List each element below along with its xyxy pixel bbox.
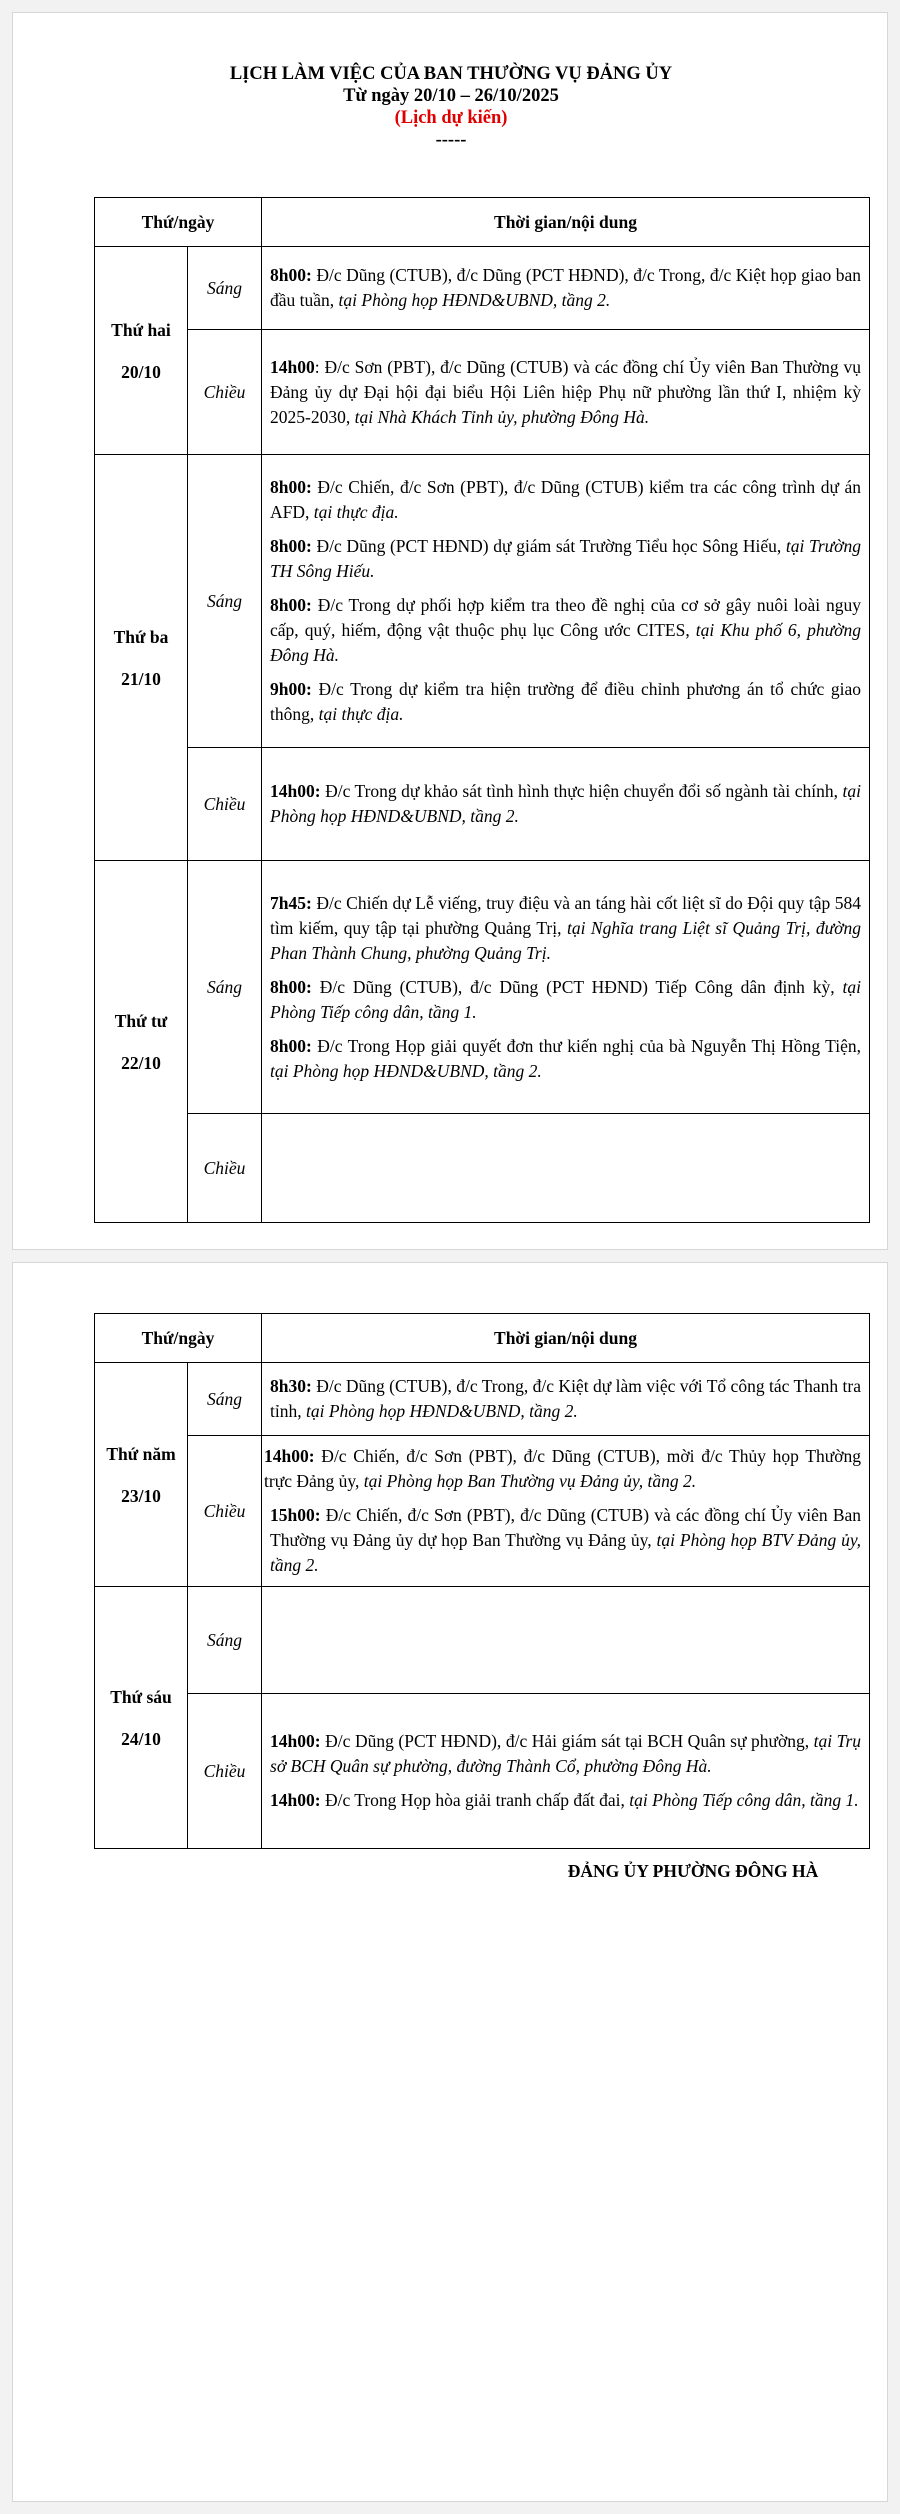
entry-time: 14h00 bbox=[270, 356, 315, 377]
entry-text: Đ/c Dũng (PCT HĐND), đ/c Hải giám sát tại BCH Quân sự phường, bbox=[320, 1731, 814, 1751]
entry-time: 14h00: bbox=[270, 1731, 321, 1751]
day-cell bbox=[95, 1587, 188, 1849]
entry-place: tại Phòng họp HĐND&UBND, tầng 2. bbox=[338, 290, 611, 310]
day-date: 23/10 bbox=[121, 1485, 161, 1506]
day-column-header: Thứ/ngày bbox=[95, 198, 262, 247]
entry-time: 14h00: bbox=[270, 781, 321, 801]
session-label: Sáng bbox=[188, 1363, 262, 1436]
session-content bbox=[262, 247, 870, 330]
entry-place: tại Phòng họp BTV Đảng ủy, tầng 2. bbox=[270, 1530, 862, 1575]
entry-text: Đ/c Trong dự kiểm tra hiện trường để điều chỉnh phương án tổ chức giao thông, bbox=[270, 679, 862, 724]
table-row bbox=[95, 1363, 870, 1436]
day-cell bbox=[95, 861, 188, 1223]
table-row bbox=[95, 748, 870, 861]
table-row bbox=[95, 330, 870, 455]
entry-time: 9h00: bbox=[270, 679, 312, 699]
entry-text: Đ/c Dũng (PCT HĐND) dự giám sát Trường Tiểu học Sông Hiếu, bbox=[311, 536, 786, 556]
table-row bbox=[95, 1694, 870, 1849]
schedule-entry bbox=[264, 1503, 861, 1578]
entry-time: 7h45: bbox=[270, 892, 312, 913]
session-content-empty bbox=[262, 1587, 870, 1694]
entry-text: Đ/c Chiến, đ/c Sơn (PBT), đ/c Dũng (CTUB), mời đ/c Thủy họp Thường trực Đảng ủy, bbox=[264, 1446, 862, 1491]
page-1 bbox=[12, 12, 888, 1250]
day-name: Thứ ba bbox=[113, 626, 169, 647]
session-label: Sáng bbox=[188, 1587, 262, 1694]
entry-text: Đ/c Trong Họp hòa giải tranh chấp đất đai, bbox=[320, 1790, 630, 1810]
schedule-entry bbox=[270, 593, 861, 668]
day-date: 20/10 bbox=[121, 361, 161, 382]
session-label: Chiều bbox=[188, 1436, 262, 1587]
entry-text: : Đ/c Sơn (PBT), đ/c Dũng (CTUB) và các đồng chí Ủy viên Ban Thường vụ Đảng ủy dự Đại hội đại biểu Hội Liên hiệp Phụ nữ phường lần thứ I, nhiệm kỳ 2025-2030, bbox=[270, 356, 862, 427]
schedule-table-page-1 bbox=[94, 197, 870, 1223]
entry-time: 8h00: bbox=[270, 477, 312, 497]
entry-place: tại Trường TH Sông Hiếu. bbox=[270, 536, 862, 581]
day-name: Thứ sáu bbox=[110, 1686, 172, 1707]
day-name: Thứ tư bbox=[114, 1010, 168, 1031]
schedule-entry bbox=[270, 779, 861, 829]
day-name: Thứ năm bbox=[106, 1443, 176, 1464]
table-row bbox=[95, 861, 870, 1114]
day-cell bbox=[95, 455, 188, 861]
day-cell bbox=[95, 1363, 188, 1587]
session-label: Chiều bbox=[188, 330, 262, 455]
day-date: 21/10 bbox=[121, 668, 161, 689]
content-column-header: Thời gian/nội dung bbox=[262, 198, 870, 247]
schedule-entry bbox=[264, 1444, 861, 1494]
entry-time: 8h00: bbox=[270, 265, 312, 285]
session-content bbox=[262, 861, 870, 1114]
document-header bbox=[13, 63, 889, 151]
table-row bbox=[95, 1436, 870, 1587]
entry-place: tại Phòng họp HĐND&UBND, tầng 2. bbox=[306, 1401, 578, 1421]
entry-text: Đ/c Chiến, đ/c Sơn (PBT), đ/c Dũng (CTUB) và các đồng chí Ủy viên Ban Thường vụ Đảng ủy dự họp Ban Thường vụ Đảng ủy, bbox=[270, 1505, 862, 1550]
entry-place: tại Khu phố 6, phường Đông Hà. bbox=[270, 620, 862, 665]
entry-text: Đ/c Chiến, đ/c Sơn (PBT), đ/c Dũng (CTUB) kiểm tra các công trình dự án AFD, bbox=[270, 477, 862, 522]
content-column-header: Thời gian/nội dung bbox=[262, 1314, 870, 1363]
session-label: Chiều bbox=[188, 1114, 262, 1223]
entry-place: tại Phòng họp Ban Thường vụ Đảng ủy, tầng 2. bbox=[363, 1471, 697, 1491]
session-content bbox=[262, 1694, 870, 1849]
entry-place: tại thực địa. bbox=[313, 502, 399, 522]
entry-place: tại Phòng họp HĐND&UBND, tầng 2. bbox=[270, 781, 862, 826]
entry-place: tại Phòng Tiếp công dân, tầng 1. bbox=[270, 976, 862, 1022]
day-column-header: Thứ/ngày bbox=[95, 1314, 262, 1363]
session-content bbox=[262, 455, 870, 748]
entry-text: Đ/c Dũng (CTUB), đ/c Trong, đ/c Kiệt dự làm việc với Tổ công tác Thanh tra tỉnh, bbox=[270, 1376, 862, 1421]
entry-text: Đ/c Chiến dự Lễ viếng, truy điệu và an táng hài cốt liệt sĩ do Đội quy tập 584 tìm kiếm, quy tập tại phường Quảng Trị, bbox=[270, 892, 862, 938]
session-content bbox=[262, 748, 870, 861]
entry-place: tại thực địa. bbox=[318, 704, 404, 724]
schedule-entry bbox=[270, 1034, 861, 1084]
session-label: Chiều bbox=[188, 1694, 262, 1849]
entry-time: 8h30: bbox=[270, 1376, 312, 1396]
date-range: Từ ngày 20/10 – 26/10/2025 bbox=[343, 86, 559, 106]
session-label: Sáng bbox=[188, 455, 262, 748]
entry-text: Đ/c Trong Họp giải quyết đơn thư kiến nghị của bà Nguyễn Thị Hồng Tiện, bbox=[311, 1035, 862, 1056]
entry-text: Đ/c Trong dự phối hợp kiểm tra theo đề nghị của cơ sở gây nuôi loài nguy cấp, quý, hiếm, động vật thuộc phụ lục Công ước CITES, bbox=[270, 595, 862, 640]
table-row bbox=[95, 455, 870, 748]
schedule-entry bbox=[270, 975, 861, 1025]
header-separator: ----- bbox=[435, 130, 467, 150]
entry-place: tại Phòng họp HĐND&UBND, tầng 2. bbox=[270, 1060, 542, 1081]
session-content-empty bbox=[262, 1114, 870, 1223]
entry-text: Đ/c Dũng (CTUB), đ/c Dũng (PCT HĐND), đ/c Trong, đ/c Kiệt họp giao ban đầu tuần, bbox=[270, 265, 862, 310]
signature: ĐẢNG ỦY PHƯỜNG ĐÔNG HÀ bbox=[567, 1861, 819, 1881]
session-label: Sáng bbox=[188, 861, 262, 1114]
table-header-row bbox=[95, 1314, 870, 1363]
schedule-entry bbox=[270, 263, 861, 313]
table-row bbox=[95, 247, 870, 330]
schedule-entry bbox=[270, 475, 861, 525]
schedule-entry bbox=[270, 1729, 861, 1779]
table-row bbox=[95, 1587, 870, 1694]
entry-place: tại Trụ sở BCH Quân sự phường, đường Thành Cổ, phường Đông Hà. bbox=[270, 1731, 862, 1776]
schedule-entry bbox=[270, 891, 861, 966]
session-content bbox=[262, 1436, 870, 1587]
tentative-note: (Lịch dự kiến) bbox=[394, 108, 508, 128]
entry-text: Đ/c Dũng (CTUB), đ/c Dũng (PCT HĐND) Tiếp Công dân định kỳ, bbox=[311, 976, 843, 997]
schedule-entry bbox=[270, 534, 861, 584]
schedule-entry bbox=[270, 355, 861, 430]
table-header-row bbox=[95, 198, 870, 247]
page-2 bbox=[12, 1262, 888, 2502]
entry-time: 8h00: bbox=[270, 976, 312, 997]
entry-place: tại Nhà Khách Tỉnh ủy, phường Đông Hà. bbox=[354, 406, 650, 427]
schedule-entry bbox=[270, 677, 861, 727]
entry-text: Đ/c Trong dự khảo sát tình hình thực hiện chuyển đổi số ngành tài chính, bbox=[320, 781, 843, 801]
entry-place: tại Nghĩa trang Liệt sĩ Quảng Trị, đường Phan Thành Chung, phường Quảng Trị. bbox=[270, 917, 862, 963]
session-content bbox=[262, 330, 870, 455]
session-label: Chiều bbox=[188, 748, 262, 861]
entry-time: 8h00: bbox=[270, 1035, 312, 1056]
table-row bbox=[95, 1114, 870, 1223]
entry-time: 14h00: bbox=[270, 1790, 321, 1810]
entry-time: 15h00: bbox=[270, 1505, 321, 1525]
day-date: 24/10 bbox=[121, 1728, 161, 1749]
session-label: Sáng bbox=[188, 247, 262, 330]
entry-time: 14h00: bbox=[264, 1446, 315, 1466]
day-date: 22/10 bbox=[121, 1052, 161, 1073]
schedule-entry bbox=[270, 1788, 861, 1813]
entry-place: tại Phòng Tiếp công dân, tầng 1. bbox=[629, 1790, 859, 1810]
entry-time: 8h00: bbox=[270, 536, 312, 556]
session-content bbox=[262, 1363, 870, 1436]
schedule-table-page-2 bbox=[94, 1313, 870, 1849]
entry-time: 8h00: bbox=[270, 595, 312, 615]
day-cell bbox=[95, 247, 188, 455]
day-name: Thứ hai bbox=[111, 319, 171, 340]
schedule-entry bbox=[270, 1374, 861, 1424]
document-title: LỊCH LÀM VIỆC CỦA BAN THƯỜNG VỤ ĐẢNG ỦY bbox=[229, 64, 673, 84]
